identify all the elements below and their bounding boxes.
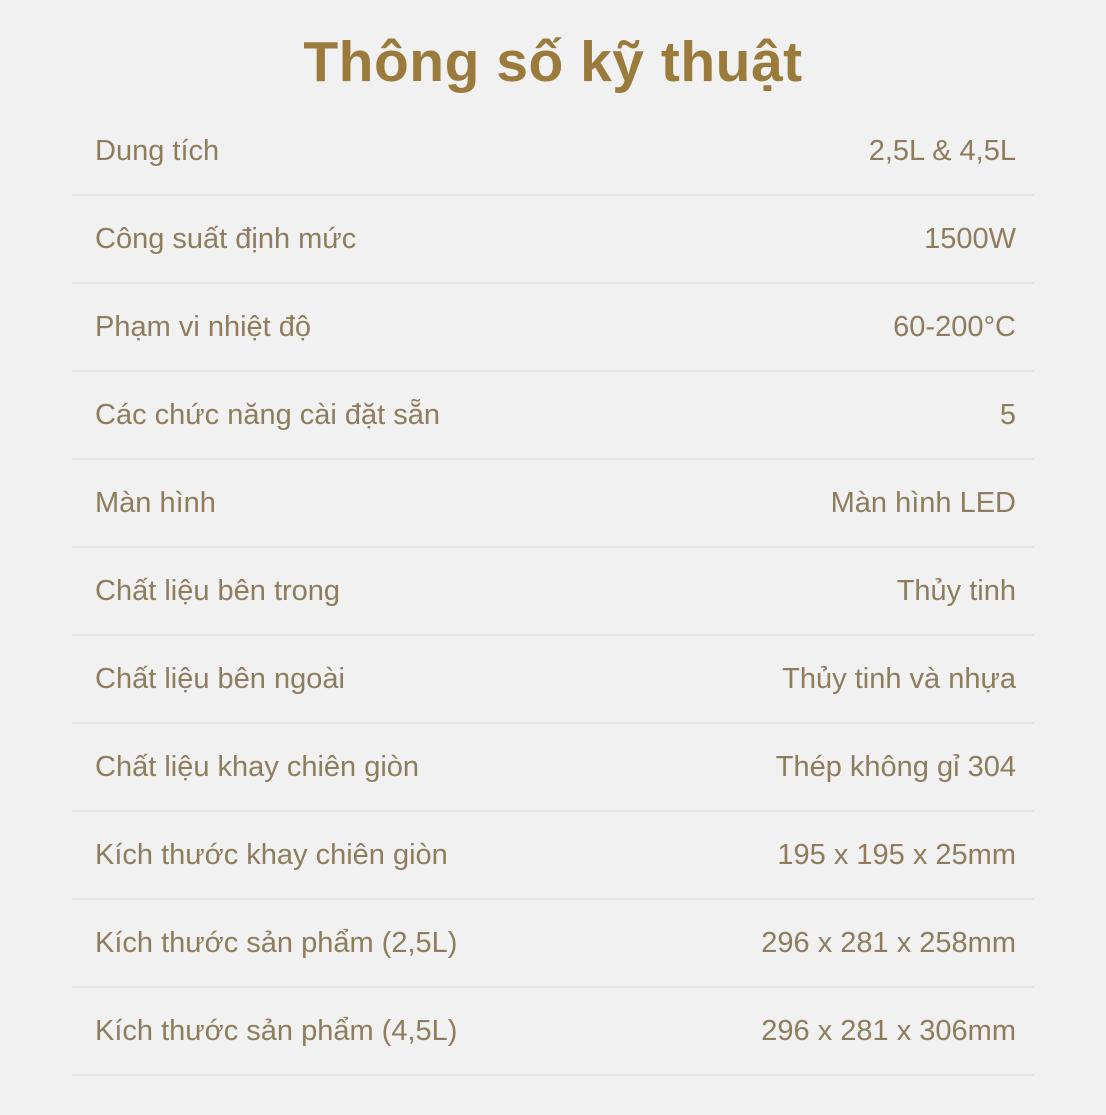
spec-label: Kích thước sản phẩm (2,5L): [95, 926, 458, 959]
spec-row: [72, 812, 1034, 900]
spec-value: 2,5L & 4,5L: [868, 134, 1016, 167]
spec-label: Chất liệu bên trong: [95, 574, 341, 607]
spec-label: Công suất định mức: [95, 222, 357, 255]
spec-value: Thép không gỉ 304: [775, 750, 1016, 783]
spec-row: [72, 284, 1034, 372]
spec-value: 5: [999, 398, 1016, 431]
spec-row: [72, 372, 1034, 460]
spec-label: Màn hình: [95, 486, 216, 519]
spec-row: [72, 108, 1034, 196]
spec-row: [72, 988, 1034, 1076]
page-title: Thông số kỹ thuật: [303, 30, 803, 94]
spec-value: Màn hình LED: [830, 486, 1016, 519]
spec-row: [72, 636, 1034, 724]
spec-value: Thủy tinh: [896, 574, 1016, 607]
spec-label: Chất liệu bên ngoài: [95, 662, 345, 695]
spec-value: 60-200°C: [893, 310, 1016, 343]
spec-row: [72, 460, 1034, 548]
spec-value: Thủy tinh và nhựa: [782, 662, 1016, 695]
spec-row: [72, 900, 1034, 988]
spec-label: Chất liệu khay chiên giòn: [95, 750, 420, 783]
spec-row: [72, 196, 1034, 284]
spec-label: Kích thước sản phẩm (4,5L): [95, 1014, 458, 1047]
spec-label: Kích thước khay chiên giòn: [95, 838, 448, 871]
spec-label: Dung tích: [95, 134, 220, 167]
spec-value: 296 x 281 x 258mm: [761, 926, 1016, 959]
spec-value: 296 x 281 x 306mm: [761, 1014, 1016, 1047]
spec-table: [72, 108, 1034, 1076]
spec-label: Phạm vi nhiệt độ: [95, 310, 312, 343]
spec-row: [72, 724, 1034, 812]
spec-value: 195 x 195 x 25mm: [777, 838, 1016, 871]
spec-value: 1500W: [924, 222, 1016, 255]
spec-label: Các chức năng cài đặt sẵn: [95, 398, 441, 431]
spec-row: [72, 548, 1034, 636]
